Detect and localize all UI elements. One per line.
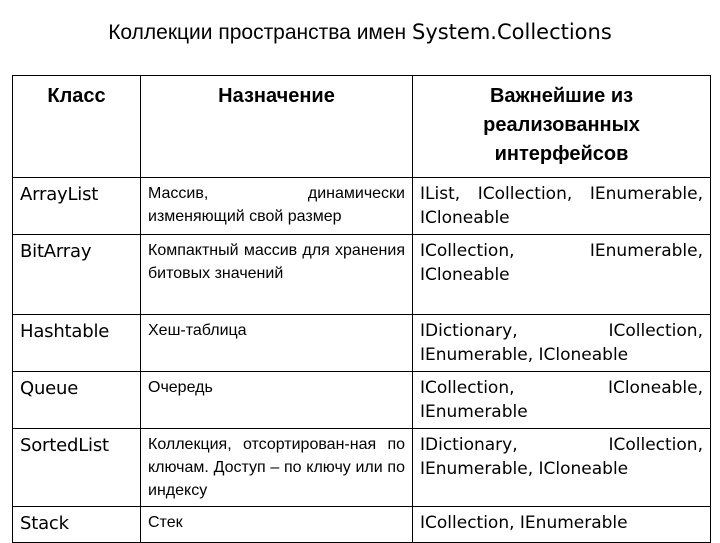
purpose-cell: Стек <box>141 507 413 543</box>
header-interfaces: Важнейшие из реализованных интерфейсов <box>413 76 711 178</box>
table-row <box>13 178 711 235</box>
purpose-cell: Массив, динамически изменяющий свой размер <box>141 178 413 235</box>
interfaces-cell: ICollection, ICloneable, IEnumerable <box>413 372 711 429</box>
header-class: Класс <box>13 76 141 178</box>
class-cell: Hashtable <box>13 315 141 372</box>
table-row <box>13 429 711 507</box>
table-row <box>13 372 711 429</box>
purpose-cell: Компактный массив для хранения битовых значений <box>141 235 413 315</box>
title-prefix: Коллекции пространства имен <box>108 21 412 44</box>
interfaces-cell: IList, ICollection, IEnumerable, ICloneable <box>413 178 711 235</box>
interfaces-cell: IDictionary, ICollection, IEnumerable, ICloneable <box>413 315 711 372</box>
class-cell: BitArray <box>13 235 141 315</box>
table-header-row <box>13 76 711 178</box>
header-purpose: Назначение <box>141 76 413 178</box>
interfaces-cell: IDictionary, ICollection, IEnumerable, ICloneable <box>413 429 711 507</box>
purpose-cell: Хеш-таблица <box>141 315 413 372</box>
interfaces-cell: ICollection, IEnumerable <box>413 507 711 543</box>
collections-table <box>12 75 711 543</box>
class-cell: SortedList <box>13 429 141 507</box>
purpose-cell: Коллекция, отсортирован-ная по ключам. Доступ – по ключу или по индексу <box>141 429 413 507</box>
class-cell: Stack <box>13 507 141 543</box>
purpose-cell: Очередь <box>141 372 413 429</box>
class-cell: Queue <box>13 372 141 429</box>
title-namespace: System.Collections <box>411 20 612 44</box>
class-cell: ArrayList <box>13 178 141 235</box>
page-title <box>0 20 720 45</box>
table-row <box>13 235 711 315</box>
interfaces-cell: ICollection, IEnumerable, ICloneable <box>413 235 711 315</box>
table-row <box>13 507 711 543</box>
table-row <box>13 315 711 372</box>
